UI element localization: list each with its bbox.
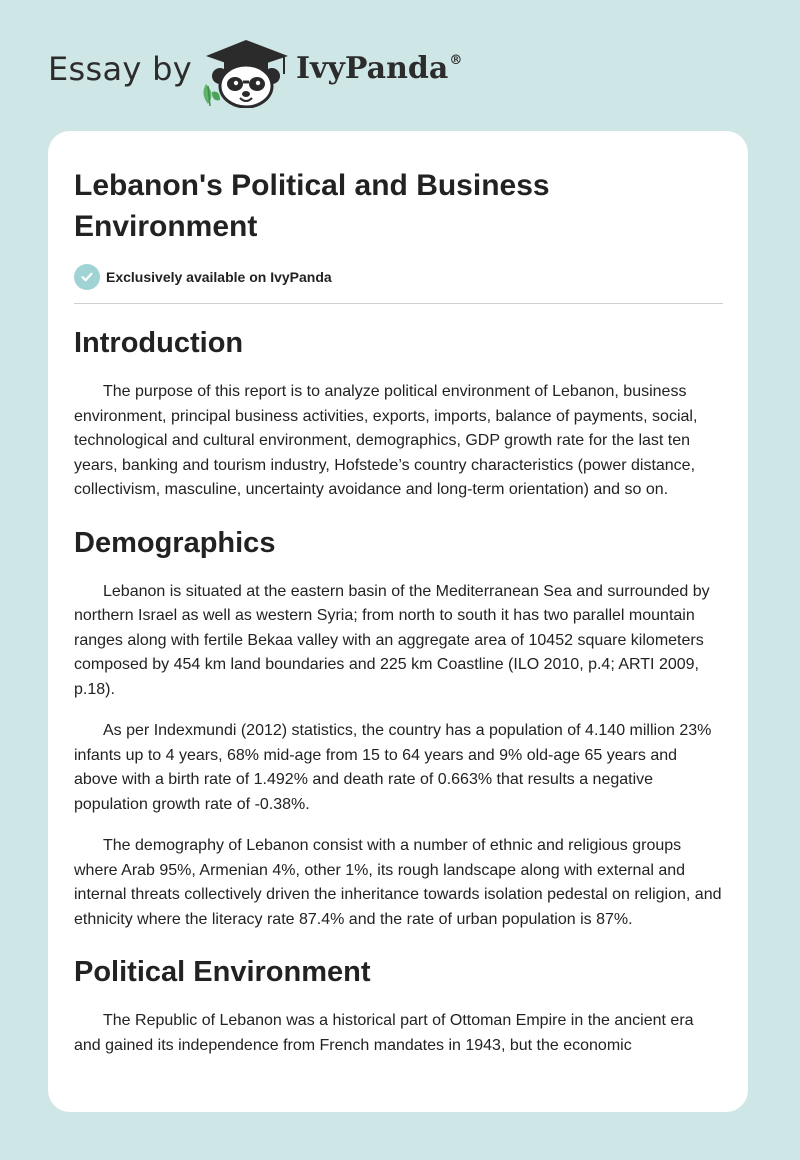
paragraph: The purpose of this report is to analyze political environment of Lebanon, business environment, principal business activities, exports, imports, balance of payments, social, technological and cultural environment, demographics, GDP growth rate for the last ten years, banking and tourism industry, Hofstede’s country characteristics (power distance, collectivism, masculine, uncertainty avoidance and long-term orientation) and so on. — [74, 383, 698, 498]
section-heading: Political Environment — [74, 956, 371, 988]
brand-name[interactable]: IvyPanda® — [296, 51, 463, 86]
divider — [74, 303, 723, 304]
exclusive-badge — [74, 264, 332, 290]
panda-graduate-icon[interactable] — [198, 34, 294, 108]
article-card — [48, 131, 748, 1112]
section-heading: Introduction — [74, 327, 244, 359]
section-heading: Demographics — [74, 526, 276, 559]
paragraph: The Republic of Lebanon was a historical part of Ottoman Empire in the ancient era and gained its independence from French mandates in 1943, but the economic — [74, 1012, 694, 1054]
brand-prefix: Essay by — [48, 50, 192, 88]
paragraph: The demography of Lebanon consist with a number of ethnic and religious groups where Arab 95%, Armenian 4%, other 1%, its rough landscape along with external and internal threats collectively driven the inheritance towards isolation pedestal on religion, and ethnicity where the literacy rate 87.4% and the rate of urban population is 87%. — [74, 837, 722, 928]
check-circle-icon — [74, 264, 100, 290]
article-title: Lebanon's Political and Business Environment — [74, 169, 550, 243]
article-body — [74, 323, 724, 1075]
paragraph: As per Indexmundi (2012) statistics, the country has a population of 4.140 million 23% infants up to 4 years, 68% mid-age from 15 to 64 years and 9% old-age 65 years and above with a birth rate of 1.492% and death rate of 0.663% that results a negative population growth rate of -0.38%. — [74, 722, 712, 813]
paragraph: Lebanon is situated at the eastern basin of the Mediterranean Sea and surrounded by northern Israel as well as western Syria; from north to south it has two parallel mountain ranges along with fertile Bekaa valley with an aggregate area of 10452 square kilometers composed by 454 km land boundaries and 225 km Coastline (ILO 2010, p.4; ARTI 2009, p.18). — [74, 582, 710, 698]
badge-label: Exclusively available on IvyPanda — [106, 269, 332, 285]
registered-mark: ® — [449, 53, 463, 68]
site-header — [0, 0, 800, 130]
